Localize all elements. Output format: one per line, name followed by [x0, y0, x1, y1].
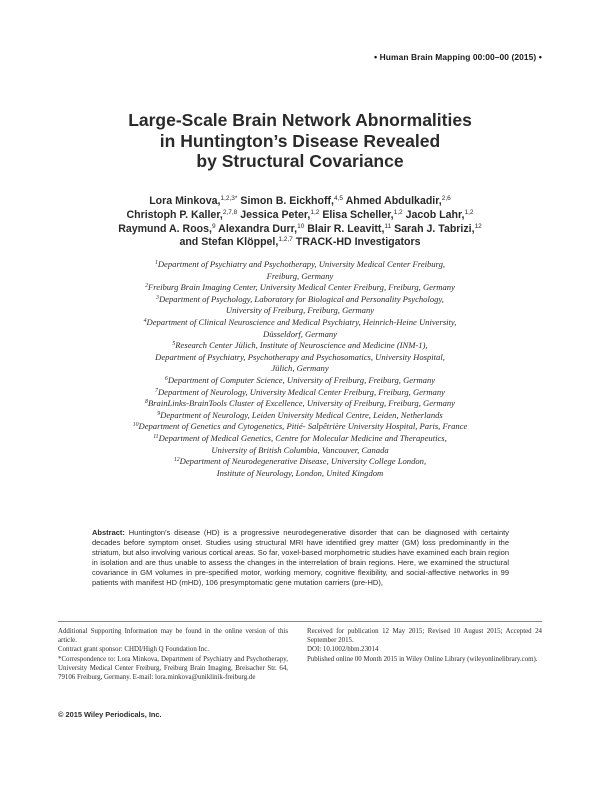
affiliation-line: BrainLinks-BrainTools Cluster of Excellence, University of Freiburg, Freiburg, Germany — [147, 398, 455, 409]
affiliation-line: Department of Psychiatry, Psychotherapy and Psychosomatics, University Hospital, — [155, 351, 445, 362]
affiliation-item — [70, 387, 530, 399]
affiliation-line: Department of Neurology, Leiden University Medical Centre, Leiden, Netherlands — [160, 409, 443, 420]
author-list — [90, 195, 510, 250]
affiliation-line: Düsseldorf, Germany — [263, 328, 337, 339]
copyright-line: © 2015 Wiley Periodicals, Inc. — [58, 710, 162, 719]
affiliation-line: Freiburg, Germany — [266, 270, 334, 281]
affiliation-number: 10 — [132, 422, 139, 429]
affiliation-number: 9 — [157, 410, 161, 417]
abstract-label: Abstract: — [92, 528, 125, 537]
affiliation-item — [70, 398, 530, 410]
affiliation-item — [70, 317, 530, 329]
affiliation-line: Department of Computer Science, University of Freiburg, Freiburg, Germany — [167, 374, 436, 385]
affiliation-line: Department of Neurology, University Medical Center Freiburg, Freiburg, Germany — [157, 386, 445, 397]
affiliation-number: 4 — [143, 317, 147, 324]
author-line — [90, 223, 510, 237]
author-name: Christoph P. Kaller, — [126, 208, 223, 221]
affiliation-item — [70, 375, 530, 387]
author-affil-sup: 4,5 — [333, 195, 344, 202]
publication-dates: Received for publication 12 May 2015; Revised 10 August 2015; Accepted 24 September 2015. — [307, 628, 542, 645]
author-affil-sup: 9 — [211, 222, 216, 230]
author-name: Raymund A. Roos, — [118, 222, 212, 235]
author-line — [90, 236, 510, 250]
affiliation-line: Department of Medical Genetics, Centre for Molecular Medicine and Therapeutics, — [158, 432, 447, 443]
affiliation-line: Department of Clinical Neuroscience and Medical Psychiatry, Heinrich-Heine University, — [146, 316, 457, 327]
affiliation-line: Research Center Jülich, Institute of Neuroscience and Medicine (INM-1), — [175, 340, 428, 351]
title-line: Large-Scale Brain Network Abnormalities — [128, 110, 472, 130]
article-title — [0, 110, 600, 172]
author-affil-sup: 12 — [474, 222, 482, 230]
title-line: in Huntington’s Disease Revealed — [159, 130, 441, 151]
title-line: by Structural Covariance — [196, 151, 404, 171]
affiliation-line: University of British Columbia, Vancouver, Canada — [211, 444, 389, 455]
author-affil-sup: 1,2,3 — [220, 195, 235, 202]
journal-citation: Human Brain Mapping 00:00–00 (2015) — [379, 52, 537, 62]
corresponding-mark: * — [234, 195, 238, 202]
author-name: Simon B. Eickhoff, — [240, 195, 334, 207]
author-affil-sup: 2,6 — [441, 195, 451, 202]
supporting-info-note: Additional Supporting Information may be found in the online version of this article. — [58, 628, 288, 645]
affiliation-item — [70, 456, 530, 468]
abstract — [92, 528, 509, 589]
affiliation-item — [70, 410, 530, 422]
affiliation-number: 1 — [154, 260, 158, 266]
affiliation-line: Department of Neurodegenerative Disease, University College London, — [179, 456, 427, 467]
author-line — [90, 209, 510, 223]
author-name: Elisa Scheller, — [322, 208, 394, 221]
affiliation-line: Institute of Neurology, London, United Kingdom — [216, 467, 384, 478]
author-affil-sup: 2,7,8 — [222, 208, 238, 216]
author-line — [90, 195, 510, 209]
author-affil-sup: 1,2 — [464, 208, 474, 216]
affiliation-item — [70, 294, 530, 306]
affiliation-item — [70, 259, 530, 271]
affiliation-number: 3 — [156, 294, 159, 301]
affiliation-number: 8 — [145, 399, 148, 406]
affiliation-line: Jülich, Germany — [271, 363, 329, 374]
affiliation-line: Department of Psychiatry and Psychotherapy, University Medical Center Freiburg, — [157, 259, 446, 269]
bullet-glyph: • — [538, 52, 542, 62]
affiliation-line: Department of Psychology, Laboratory for Biological and Personality Psychology, — [158, 293, 444, 304]
author-affil-sup: 1,2 — [310, 208, 320, 216]
affiliation-number: 12 — [173, 457, 180, 464]
author-name: Jacob Lahr, — [405, 208, 465, 221]
author-name: Sarah J. Tabrizi, — [394, 222, 475, 235]
affiliation-item — [70, 282, 530, 294]
grant-note: Contract grant sponsor: CHDI/High Q Foundation Inc. — [58, 646, 210, 654]
author-name: Lora Minkova, — [149, 195, 221, 207]
bullet-glyph: • — [373, 52, 378, 62]
footnotes-right — [307, 627, 542, 664]
author-affil-sup: 10 — [297, 222, 305, 230]
affiliation-line: Freiburg Brain Imaging Center, University Medical Center Freiburg, Freiburg, Germany — [147, 282, 455, 293]
doi-note: DOI: 10.1002/hbm.23014 — [307, 646, 379, 654]
author-name: TRACK-HD Investigators — [295, 236, 421, 249]
correspondence-note: *Correspondence to: Lora Minkova, Department of Psychiatry and Psychotherapy, University Medical Center Freiburg, Freiburg Brain Imaging, Breisacher Str. 64, 79106 Freiburg, Germany. E-mail: lora.minkova@uniklinik-freiburg.de — [58, 655, 288, 682]
affiliation-number: 6 — [164, 375, 168, 382]
author-affil-sup: 11 — [384, 222, 392, 230]
author-affil-sup: 1,2,7 — [278, 236, 293, 244]
affiliation-number: 11 — [153, 433, 159, 440]
affiliation-item — [70, 340, 530, 352]
affiliation-item — [70, 421, 530, 433]
affiliation-line: University of Freiburg, Freiburg, Germany — [225, 305, 375, 316]
published-online-note: Published online 00 Month 2015 in Wiley Online Library (wileyonlinelibrary.com). — [307, 655, 538, 663]
abstract-text: Huntington’s disease (HD) is a progressive neurodegenerative disorder that can be diagnosed with certainty decades before symptom onset. Studies using structural MRI have identified grey matter (GM) loss predominantly in the striatum, but also involving various cortical areas. So far, voxel-based morphometric studies have examined each brain region in isolation and are thus unable to assess the changes in the interrelation of brain regions. Here, we examined the structural covariance in GM volumes in pre-specified motor, working memory, cognitive flexibility, and social-affective networks in 99 patients with manifest HD (mHD), 106 presymptomatic gene mutation carriers (pre-HD), — [92, 528, 509, 588]
affiliation-item — [70, 433, 530, 445]
affiliation-list — [70, 259, 530, 479]
running-head — [374, 52, 542, 62]
author-name: and Stefan Klöppel, — [179, 236, 279, 249]
affiliation-number: 5 — [172, 341, 176, 348]
author-name: Jessica Peter, — [240, 208, 311, 221]
affiliation-line: Department of Genetics and Cytogenetics, Pitié- Salpêtrière University Hospital, Paris, France — [138, 421, 468, 432]
affiliation-number: 2 — [145, 283, 148, 290]
author-name: Alexandra Durr, — [218, 222, 298, 235]
author-name: Blair R. Leavitt, — [307, 222, 385, 235]
author-affil-sup: 1,2 — [393, 208, 403, 216]
footnotes-left — [58, 627, 288, 682]
author-name: Ahmed Abdulkadir, — [345, 195, 442, 207]
affiliation-number: 7 — [155, 387, 158, 394]
footnote-divider — [58, 621, 542, 622]
